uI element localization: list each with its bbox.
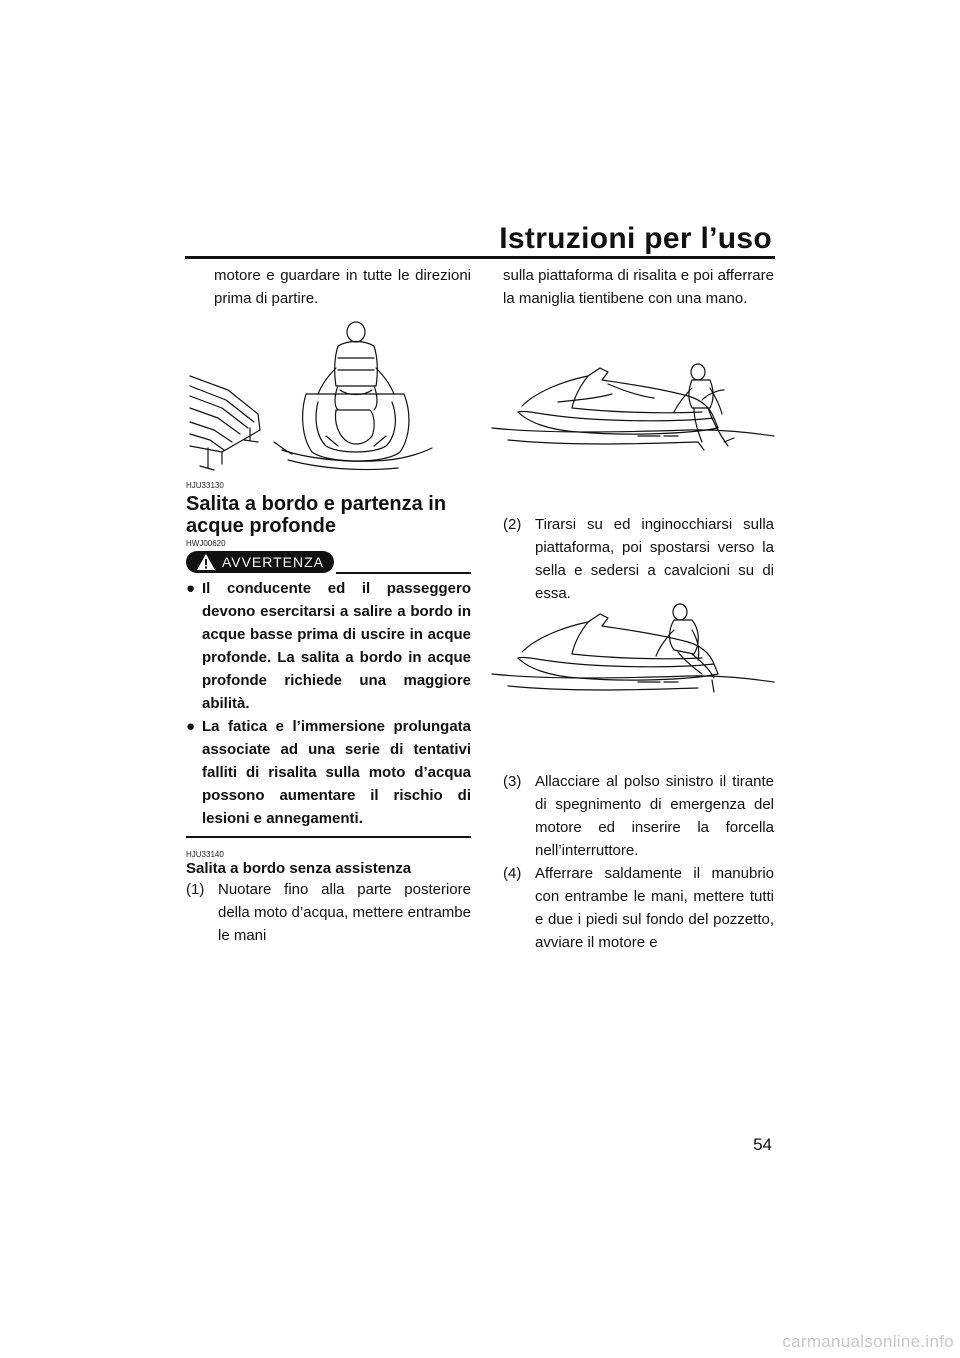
steps-3-4-block xyxy=(503,770,774,954)
step-text: Afferrare saldamente il manubrio con entrambe le mani, mettere tutti e due i piedi sul fondo del pozzetto, avviare il motore e xyxy=(535,865,774,951)
warning-item: ● Il conducente ed il passeggero devono esercitarsi a salire a bordo in acque basse prima di uscire in acque profonde. La salita a bordo in acque profonde richiede una maggiore abilità. xyxy=(186,577,471,715)
warning-triangle-icon xyxy=(196,553,216,571)
step-3 xyxy=(503,770,774,862)
figure-rider-rear-view xyxy=(188,318,438,485)
step-text: Nuotare fino alla parte posteriore della moto d’acqua, mettere entrambe le mani xyxy=(218,880,471,944)
step-number: (3) xyxy=(503,773,522,790)
warning-rule xyxy=(336,572,471,574)
warning-item: ● La fatica e l’immersione prolungata associate ad una serie di tentativi falliti di risalita sulla moto d’acqua possono aumentare il rischio di lesioni e annegamenti. xyxy=(186,715,471,830)
step-text: Allacciare al polso sinistro il tirante di spegnimento di emergenza del motore ed inserire la forcella nell’interruttore. xyxy=(535,773,774,859)
left-main xyxy=(186,481,471,947)
bullet-icon: ● xyxy=(186,718,196,735)
page-title: Istruzioni per l’uso xyxy=(499,222,772,255)
step-4 xyxy=(503,862,774,954)
step-number: (1) xyxy=(186,880,205,898)
header-rule xyxy=(185,256,775,259)
step-number: (2) xyxy=(503,516,522,533)
bullet-icon: ● xyxy=(186,580,196,597)
right-top xyxy=(503,264,774,310)
warning-label: AVVERTENZA xyxy=(221,554,324,570)
left-intro xyxy=(186,264,471,310)
step-2-block xyxy=(503,513,774,605)
step-2 xyxy=(503,513,774,605)
figure-boarding-from-water xyxy=(488,350,778,475)
figure-kneeling-on-platform xyxy=(488,600,778,725)
step-1-continued: sulla piattaforma di risalita e poi afferrare la maniglia tientibene con una mano. xyxy=(503,267,774,307)
subsection-title: Salita a bordo senza assistenza xyxy=(186,859,412,877)
step-number: (4) xyxy=(503,865,522,882)
subsection-code: HJU33140 xyxy=(186,849,224,859)
warning-list xyxy=(186,577,471,830)
warning-code: HWJ00620 xyxy=(186,539,226,548)
intro-text: motore e guardare in tutte le direzioni prima di partire. xyxy=(214,267,471,307)
watermark: carmanualsonline.info xyxy=(782,1332,954,1351)
warning-badge xyxy=(186,551,334,573)
warning-header xyxy=(186,551,471,573)
page-number: 54 xyxy=(753,1135,772,1154)
section-title: Salita a bordo e partenza in acque profonde xyxy=(186,493,447,537)
warning-end-rule xyxy=(186,836,471,838)
step-1 xyxy=(186,878,471,947)
section-code: HJU33130 xyxy=(186,481,224,490)
step-text: Tirarsi su ed inginocchiarsi sulla piattaforma, poi spostarsi verso la sella e sedersi a cavalcioni su di essa. xyxy=(535,516,774,602)
